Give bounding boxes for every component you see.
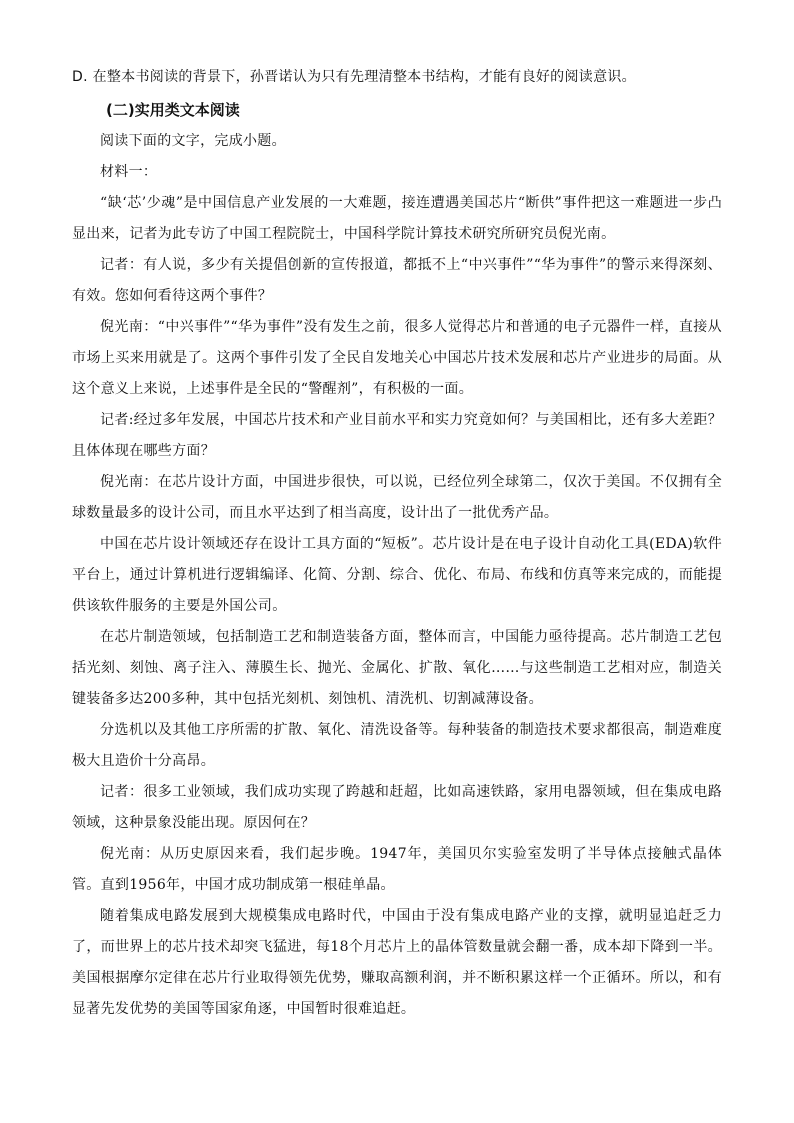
paragraph-intro: “缺‘芯’少魂”是中国信息产业发展的一大难题，接连遭遇美国芯片“断供”事件把这一难题进一步凸显出来，记者为此专访了中国工程院院士，中国科学院计算技术研究所研究员倪光南。 bbox=[72, 195, 722, 242]
paragraph-question-1: 记者：有人说，多少有关提倡创新的宣传报道，都抵不上“中兴事件”“华为事件”的警示来得深刻、有效。您如何看待这两个事件？ bbox=[72, 257, 722, 304]
page-content bbox=[72, 62, 722, 1025]
paragraph-question-3: 记者：很多工业领域，我们成功实现了跨越和赶超，比如高速铁路，家用电器领域，但在集成电路领域，这种景象没能出现。原因何在？ bbox=[72, 784, 722, 831]
paragraph-manufacturing: 在芯片制造领域，包括制造工艺和制造装备方面，整体而言，中国能力亟待提高。芯片制造工艺包括光刻、刻蚀、离子注入、薄膜生长、抛光、金属化、扩散、氧化……与这些制造工艺相对应，制造关键装备多达200多种，其中包括光刻机、刻蚀机、清洗机、切割减薄设备。 bbox=[72, 629, 722, 707]
option-d: D. 在整本书阅读的背景下，孙晋诺认为只有先理清整本书结构，才能有良好的阅读意识。 bbox=[72, 69, 636, 85]
paragraph-answer-3: 倪光南：从历史原因来看，我们起步晚。1947年，美国贝尔实验室发明了半导体点接触式晶体管。直到1956年，中国才成功制成第一根硅单晶。 bbox=[72, 846, 722, 893]
material-label: 材料一： bbox=[100, 164, 158, 180]
paragraph-design-tools: 中国在芯片设计领域还存在设计工具方面的“短板”。芯片设计是在电子设计自动化工具(EDA)软件平台上，通过计算机进行逻辑编译、化简、分割、综合、优化、布局、布线和仿真等来完成的，而能提供该软件服务的主要是外国公司。 bbox=[72, 536, 722, 614]
instruction: 阅读下面的文字，完成小题。 bbox=[100, 133, 286, 149]
paragraph-moore-law: 随着集成电路发展到大规模集成电路时代，中国由于没有集成电路产业的支撑，就明显追赶乏力了，而世界上的芯片技术却突飞猛进，每18个月芯片上的晶体管数量就会翻一番，成本却下降到一半。美国根据摩尔定律在芯片行业取得领先优势，赚取高额利润，并不断积累这样一个正循环。所以，和有显著先发优势的美国等国家角逐，中国暂时很难追赶。 bbox=[72, 908, 722, 1017]
paragraph-equipment: 分选机以及其他工序所需的扩散、氧化、清洗设备等。每种装备的制造技术要求都很高，制造难度极大且造价十分高昂。 bbox=[72, 722, 722, 769]
paragraph-question-2: 记者:经过多年发展，中国芯片技术和产业目前水平和实力究竟如何？与美国相比，还有多大差距？且体体现在哪些方面？ bbox=[72, 412, 722, 459]
paragraph-answer-1: 倪光南：“中兴事件”“华为事件”没有发生之前，很多人觉得芯片和普通的电子元器件一样，直接从市场上买来用就是了。这两个事件引发了全民自发地关心中国芯片技术发展和芯片产业进步的局面。从这个意义上来说，上述事件是全民的“警醒剂”，有积极的一面。 bbox=[72, 319, 722, 397]
paragraph-answer-2: 倪光南：在芯片设计方面，中国进步很快，可以说，已经位列全球第二，仅次于美国。不仅拥有全球数量最多的设计公司，而且水平达到了相当高度，设计出了一批优秀产品。 bbox=[72, 474, 722, 521]
section-heading: (二)实用类文本阅读 bbox=[106, 101, 240, 119]
